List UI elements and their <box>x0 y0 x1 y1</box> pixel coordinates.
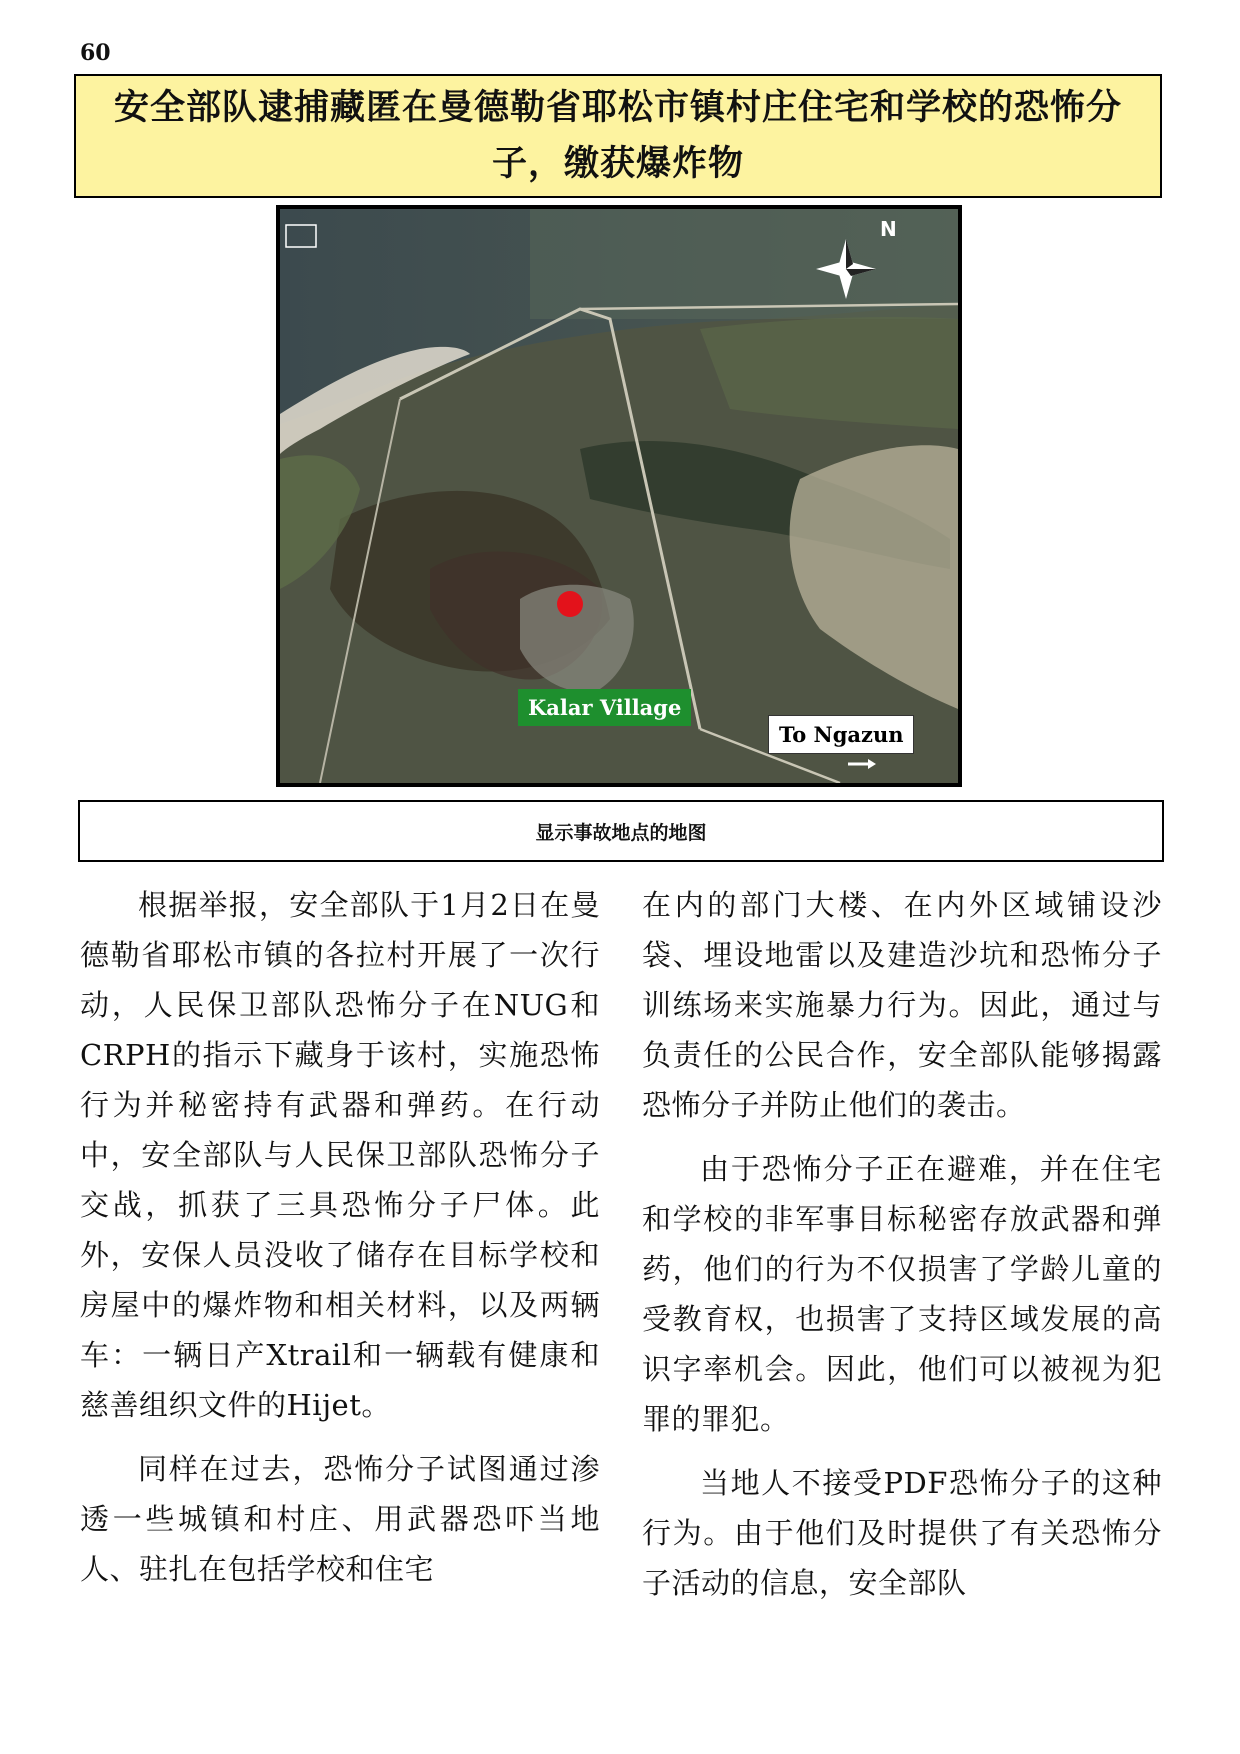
left-column <box>80 880 600 1608</box>
page-number: 60 <box>80 40 111 66</box>
right-column <box>642 880 1162 1622</box>
map-caption-text: 显示事故地点的地图 <box>535 821 707 844</box>
paragraph: 当地人不接受PDF恐怖分子的这种行为。由于他们及时提供了有关恐怖分子活动的信息，安全部队 <box>642 1466 1162 1600</box>
paragraph: 由于恐怖分子正在避难，并在住宅和学校的非军事目标秘密存放武器和弹药，他们的行为不仅损害了学龄儿童的受教育权，也损害了支持区域发展的高识字率机会。因此，他们可以被视为犯罪的罪犯。 <box>642 1152 1162 1436</box>
map-caption <box>78 800 1164 862</box>
direction-label: To Ngazun <box>768 715 914 754</box>
paragraph: 在内的部门大楼、在内外区域铺设沙袋、埋设地雷以及建造沙坑和恐怖分子训练场来实施暴力行为。因此，通过与负责任的公民合作，安全部队能够揭露恐怖分子并防止他们的袭击。 <box>642 888 1162 1122</box>
paragraph: 根据举报，安全部队于1月2日在曼德勒省耶松市镇的各拉村开展了一次行动，人民保卫部队恐怖分子在NUG和CRPH的指示下藏身于该村，实施恐怖行为并秘密持有武器和弹药。在行动中，安全部队与人民保卫部队恐怖分子交战，抓获了三具恐怖分子尸体。此外，安保人员没收了储存在目标学校和房屋中的爆炸物和相关材料，以及两辆车：一辆日产Xtrail和一辆载有健康和慈善组织文件的Hijet。 <box>80 888 600 1422</box>
incident-map <box>276 205 962 787</box>
north-label: N <box>880 217 897 241</box>
headline-title: 安全部队逮捕藏匿在曼德勒省耶松市镇村庄住宅和学校的恐怖分子，缴获爆炸物 <box>113 87 1122 184</box>
village-label: Kalar Village <box>518 689 691 726</box>
paragraph: 同样在过去，恐怖分子试图通过渗透一些城镇和村庄、用武器恐吓当地人、驻扎在包括学校和住宅 <box>80 1452 600 1586</box>
headline-box <box>74 74 1162 198</box>
incident-marker <box>557 591 583 617</box>
